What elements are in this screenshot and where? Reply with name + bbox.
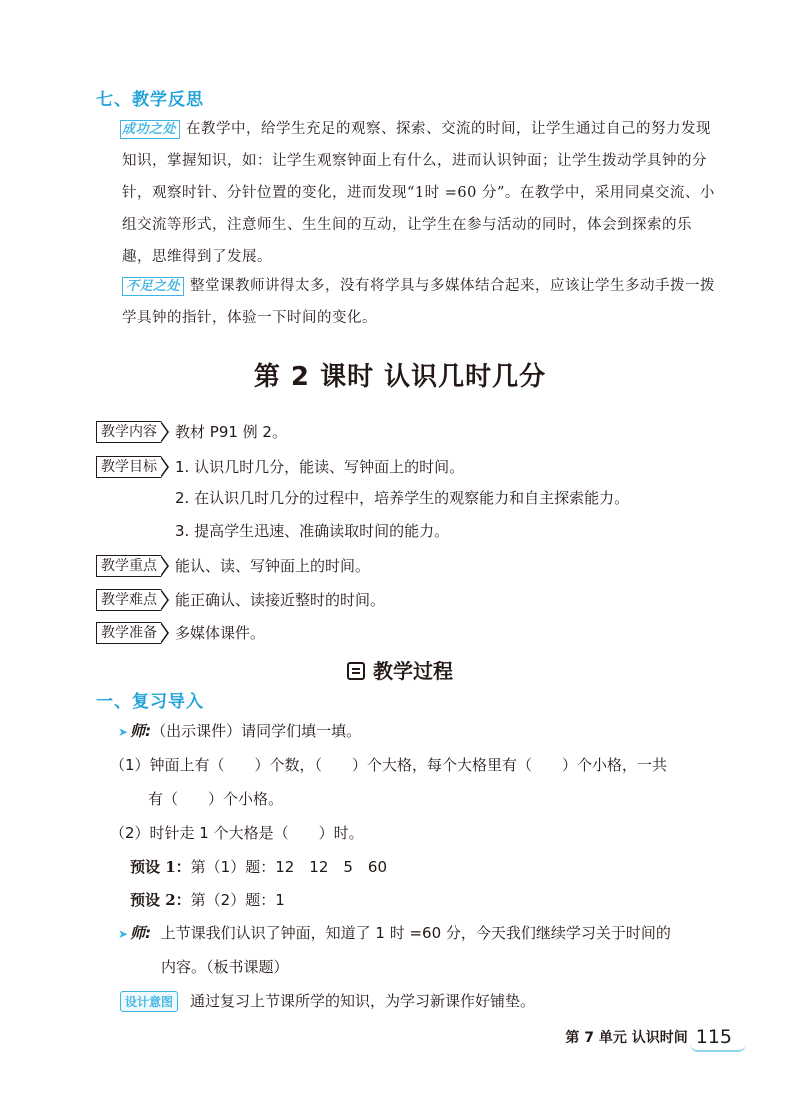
difficulty-text: 能正确认、读接近整时的时间。: [175, 591, 386, 609]
arrow-icon: ➤: [118, 725, 129, 739]
preset-2: [130, 889, 285, 910]
preset-2-label: 预设 2：: [130, 891, 191, 909]
preset-2-text: 第（2）题：1: [190, 891, 285, 909]
difficulty-label: 教学难点: [96, 589, 161, 611]
design-intent: [120, 990, 535, 1012]
prep-text: 多媒体课件。: [175, 624, 266, 642]
teacher-line-2: [118, 922, 671, 943]
design-text: 通过复习上节课所学的知识，为学习新课作好铺垫。: [190, 992, 536, 1010]
prep-row: [96, 622, 265, 644]
goal-3: 3. 提高学生迅速、准确读取时间的能力。: [175, 522, 450, 540]
success-paragraph: [122, 113, 720, 273]
teacher-label-1: 师:: [130, 722, 152, 740]
page-footer: [565, 1026, 732, 1048]
teacher-label-2: 师:: [130, 924, 152, 942]
key-label: 教学重点: [96, 555, 161, 577]
teacher-line-1: [118, 720, 361, 741]
shortfall-text: 整堂课教师讲得太多，没有将学具与多媒体结合起来，应该让学生多动手拨一拨学具钟的指针，体验一下时间的变化。: [122, 278, 716, 326]
shortfall-paragraph: [122, 270, 720, 334]
reflection-heading: 七、教学反思: [96, 90, 204, 110]
key-row: [96, 555, 370, 577]
teacher-text-2: 上节课我们认识了钟面，知道了 1 时 =60 分，今天我们继续学习关于时间的: [160, 924, 671, 942]
question-1-line-2: 有（ ）个小格。: [148, 790, 284, 808]
teacher-line-2-cont: 内容。（板书课题）: [161, 958, 289, 976]
design-tag: 设计意图: [120, 991, 178, 1012]
process-heading-text: 教学过程: [373, 659, 453, 683]
content-label: 教学内容: [96, 421, 161, 443]
preset-1: [130, 856, 387, 877]
preset-1-label: 预设 1：: [130, 858, 191, 876]
content-row: [96, 421, 287, 443]
success-text: 在教学中，给学生充足的观察、探索、交流的时间，让学生通过自己的努力发现知识，掌握知识，如：让学生观察钟面上有什么，进而认识钟面；让学生拨动学具钟的分针，观察时针、分针位置的变化，进而发现“1时 =60 分”。在教学中，采用同桌交流、小组交流等形式，注意师生、生生间的互动，让学生在参与活动的同时，体会到探索的乐趣，思维得到了发展。: [122, 121, 715, 265]
goals-label: 教学目标: [96, 456, 161, 478]
teacher-text-1: （出示课件）请同学们填一填。: [151, 722, 362, 740]
lesson-title: 第 2 课时 认识几时几分: [253, 362, 547, 392]
success-tag: 成功之处: [120, 120, 180, 139]
section-review-heading: 一、复习导入: [96, 692, 204, 712]
page-number: 115: [695, 1026, 732, 1048]
prep-label: 教学准备: [96, 622, 161, 644]
question-1-line-1: （1）钟面上有（ ）个数，（ ）个大格，每个大格里有（ ）个小格，一共: [110, 756, 668, 774]
content-text: 教材 P91 例 2。: [175, 423, 287, 441]
goals-row: [96, 456, 464, 478]
difficulty-row: [96, 589, 385, 611]
question-2: （2）时针走 1 个大格是（ ）时。: [110, 824, 364, 842]
shortfall-tag: 不足之处: [122, 277, 184, 296]
key-text: 能认、读、写钟面上的时间。: [175, 557, 371, 575]
goal-1: 1. 认识几时几分，能读、写钟面上的时间。: [175, 458, 465, 476]
unit-label: 第 7 单元 认识时间: [565, 1030, 688, 1046]
preset-1-text: 第（1）题：12 12 5 60: [190, 858, 388, 876]
goal-2: 2. 在认识几时几分的过程中，培养学生的观察能力和自主探索能力。: [175, 489, 630, 507]
notebook-icon: [347, 662, 365, 680]
arrow-icon: ➤: [118, 927, 129, 941]
process-heading: [0, 655, 800, 684]
